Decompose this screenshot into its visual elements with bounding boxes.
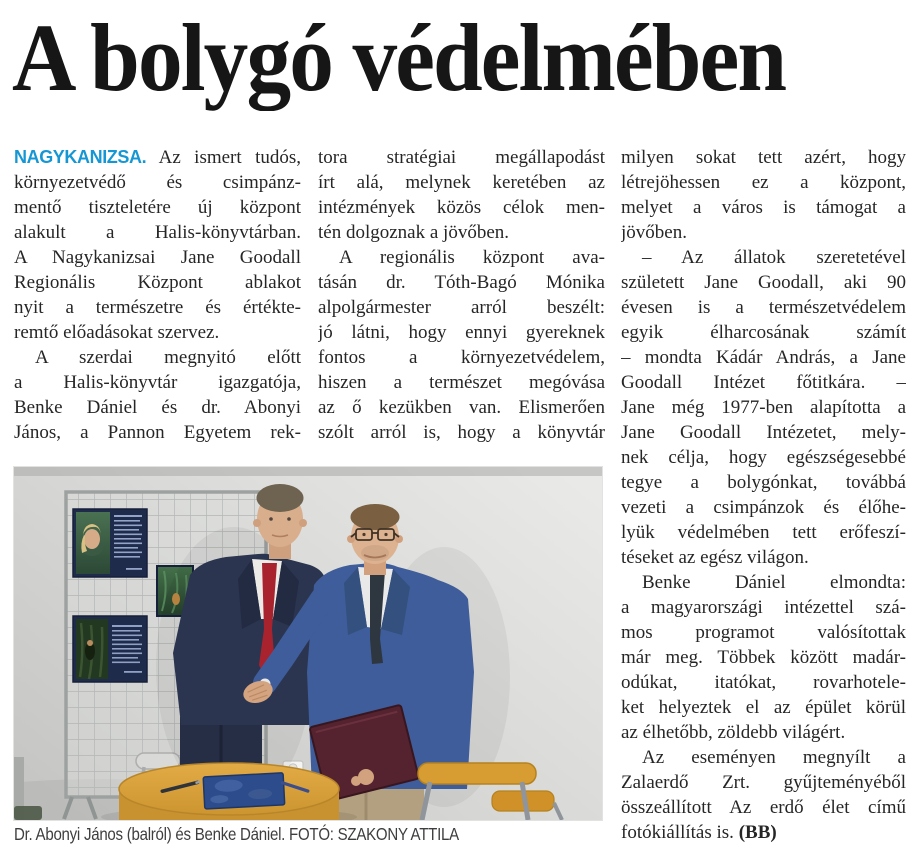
body-text-line: hiszen a természet megóvása [318,372,605,393]
article-column-2 [318,145,605,445]
body-text-line: alpolgármester arról beszélt: [318,297,605,318]
body-text-line: tásán dr. Tóth-Bagó Mónika [318,272,605,293]
body-text-line: téseket az egész világon. [621,547,809,568]
body-text-line: jó látni, hogy ennyi gyereknek [318,322,605,343]
document-folder-on-table [203,773,285,809]
body-text-line: Jane még 1977-ben alapította a [621,397,906,418]
body-text-line: melyet a város is támogat a [621,197,906,218]
body-text-line: János, a Pannon Egyetem rek- [14,422,301,443]
article-headline: A bolygó védelmében [12,4,786,111]
location-kicker: NAGYKANIZSA. [14,147,147,167]
body-text-line: Az eseményen megnyílt a [642,747,906,768]
poster-jane-goodall [73,509,147,577]
body-text-line: Regionális Központ ablakot [14,272,301,293]
hair [351,504,400,530]
article-photo-illustration [14,467,602,820]
body-text-line: A Nagykanizsai Jane Goodall [14,247,301,268]
ceiling-shadow [14,467,602,476]
photo-caption [14,822,582,846]
body-text-line: lyük védelmében tett erőfeszí- [621,522,906,543]
body-text-line: vezeti a csimpánzok és élőhe- [621,497,906,518]
article-photo [14,467,602,820]
poster-forest-figure [73,616,147,682]
body-text-line: milyen sokat tett azért, hogy [621,147,906,168]
body-text-line: tén dolgoznak a jövőben. [318,222,510,243]
body-text-line: már meg. Többek között madár- [621,647,906,668]
body-text-line: nek célja, hogy egészségesebbé [621,447,906,468]
body-text-line: írt alá, melynek keretében az [318,172,605,193]
body-text-line: – mondta Kádár András, a Jane [621,347,906,368]
body-text-line: alakult a Halis-könyvtárban. [14,222,301,243]
body-text-line: egyik élharcosának számít [621,322,906,343]
body-text-line: fontos a környezetvédelem, [318,347,605,368]
body-text-line: nyit a természetre és értékte- [14,297,301,318]
body-text-line: ket helyeztek el az épület körül [621,697,906,718]
body-text-line: mentő tiszteletére új központ [14,197,301,218]
body-text-line: évesen is a természetvédelem [621,297,906,318]
hair [257,484,304,512]
body-text-line: született Jane Goodall, aki 90 [621,272,906,293]
body-text-line: Goodall Intézet főtitkára. – [621,372,906,393]
article-column-3 [621,145,906,845]
body-text-line: környezetvédő és csimpánz- [14,172,301,193]
body-text-line: Zalaerdő Zrt. gyűjteményéből [621,772,906,793]
body-text-line: NAGYKANIZSA. Az ismert tudós, [14,147,301,168]
body-text-line: Benke Dániel és dr. Abonyi [14,397,301,418]
caption-credit: FOTÓ: SZAKONY ATTILA [289,824,459,844]
body-text-line: tora stratégiai megállapodást [318,147,605,168]
article-column-1 [14,145,301,445]
body-text-line: jövőben. [621,222,687,243]
body-text-line: Jane Goodall Intézetet, mely- [621,422,906,443]
body-text-line: a magyarországi intézettel szá- [621,597,906,618]
body-text-line: – Az állatok szeretetével [642,247,906,268]
body-text-line: A regionális központ ava- [339,247,605,268]
plant-corner [14,806,42,820]
body-text-line: a Halis-könyvtár igazgatója, [14,372,301,393]
body-text-line: intézmények közös célok men- [318,197,605,218]
body-text-line: szólt arról is, hogy a könyvtár [318,422,605,443]
body-text-line: összeállított Az erdő élet című [621,797,906,818]
body-text-line: Benke Dániel elmondta: [642,572,906,593]
body-text-line: tegye a bolygónkat, továbbá [621,472,906,493]
body-text-line: az élhetőbb, zöldebb világért. [621,722,846,743]
article-photo-figure [14,467,602,820]
body-text-line: létrejöhessen ez a központ, [621,172,906,193]
body-text-line: fotókiállítás is. (BB) [621,822,777,843]
body-text-line: odúkat, itatókat, rovarhotele- [621,672,906,693]
body-text-line: mos programot valósítottak [621,622,906,643]
body-text-line: az ő kezükben van. Elismerően [318,397,605,418]
body-text-line: remtő előadásokat szervez. [14,322,220,343]
caption-text: Dr. Abonyi János (balról) és Benke Dániel. [14,824,286,844]
body-text-line: A szerdai megnyitó előtt [35,347,301,368]
